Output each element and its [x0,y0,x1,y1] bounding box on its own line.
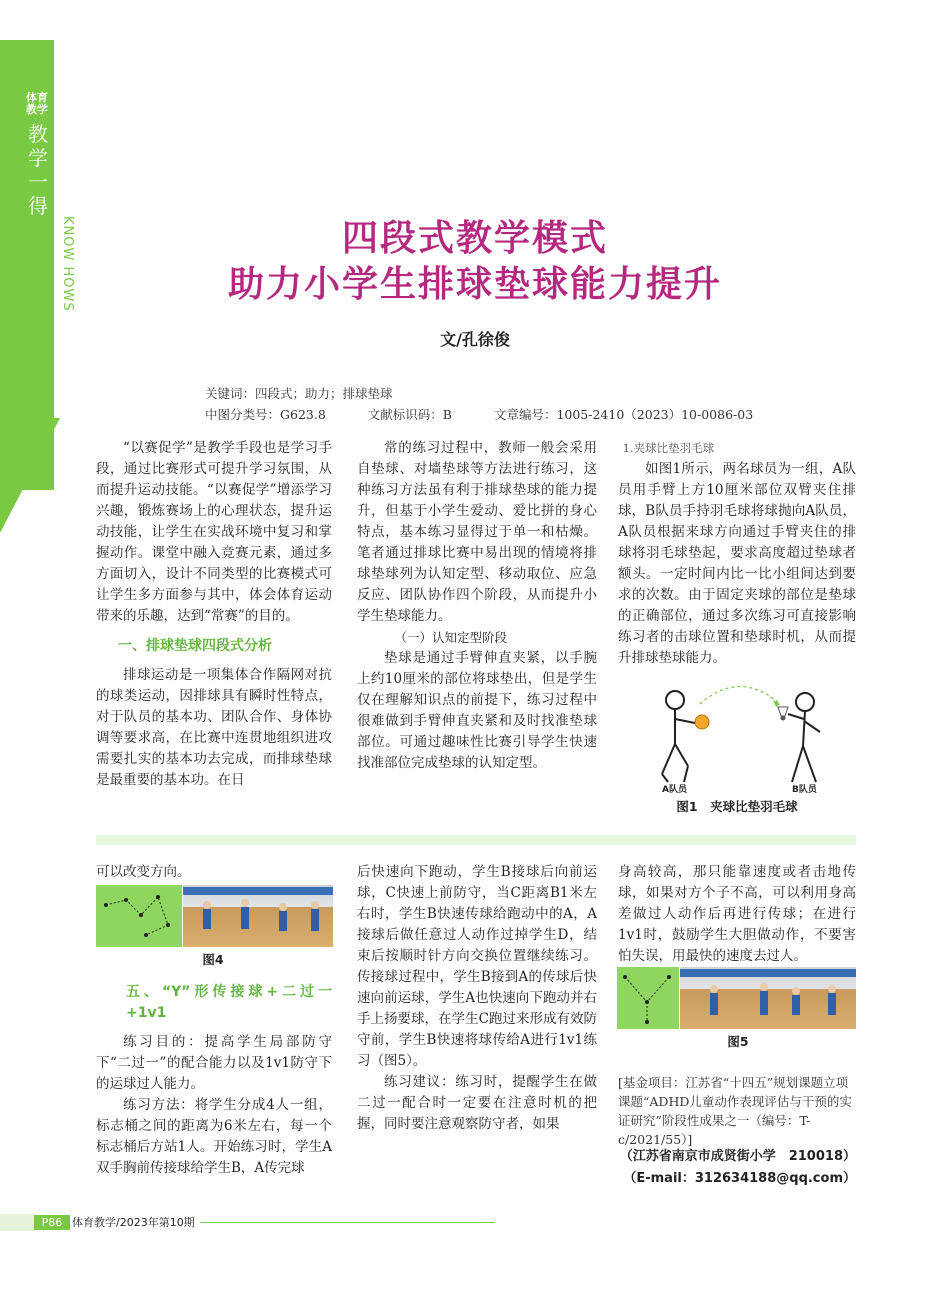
label-player-b: B队员 [792,785,817,794]
paragraph: “以赛促学”是教学手段也是学习手段，通过比赛形式可提升学习氛围，从而提升运动技能。“以赛促学”增添学习兴趣，锻炼赛场上的心理状态，提升运动技能，让学生在实战环境中复习和掌握动作。课堂中融入竞赛元素，通过多方面切入，设计不同类型的比赛模式可让学生多方面参与其中，体会体育运动带来的乐趣，达到“常赛”的目的。 [96,440,332,624]
trajectory-arc [700,687,780,705]
subsection-heading: 1.夹球比垫羽毛球 [622,441,715,455]
paragraph: 练习方法：将学生分成4人一组，标志桶之间的距离为6米左右，每一个标志桶后方站1人。开始练习时，学生A双手胸前传接球给学生B，A传完球 [96,1097,332,1176]
player-b-figure [788,693,820,782]
player-a-figure [662,691,700,782]
paragraph: 垫球是通过手臂伸直夹紧，以手腕上约10厘米的部位将球垫出，但是学生仅在理解知识点的前提下，练习过程中很难做到手臂伸直夹紧和及时找准垫球部位。可通过趣味性比赛引导学生快速找准部位完成垫球的认知定型。 [357,650,597,771]
page-number: P86 [34,1215,70,1230]
figure-4-caption: 图4 [202,952,224,967]
paragraph: 身高较高，那只能靠速度或者击地传球，如果对方个子不高，可以利用身高差做过人动作后再进行传球；在进行1v1时，鼓励学生大胆做动作，不要害怕失误，用最快的速度去过人。 [618,864,856,964]
figure-4-diagram [96,885,182,947]
email: （E-mail：312634188@qq.com） [623,1171,856,1186]
section-heading: 一、排球垫球四段式分析 [118,638,272,654]
figure-5-diagram [617,967,679,1029]
figure-4-photo [183,885,333,947]
article-number: 文章编号：1005-2410（2023）10-0086-03 [493,407,754,422]
divider-stripe [96,835,856,845]
bottom-column-2 [357,862,597,1135]
bottom-column-3 [618,862,856,967]
article-title-line1: 四段式教学模式 [341,218,608,259]
subsection-heading: （一）认知定型阶段 [394,630,508,645]
paragraph: 练习建议：练习时，提醒学生在做二过一配合时一定要在注意时机的把握，同时要注意观察防守者，如果 [357,1074,597,1132]
column-3 [618,438,856,669]
figure-1-illustration [640,674,840,794]
paragraph: 后快速向下跑动，学生B接球后向前运球，C快速上前防守，当C距离B1米左右时，学生B快速传球给跑动中的A，A接球后做任意过人动作过掉学生D，结束后按顺时针方向交换位置继续练习。传接球过程中，学生B接到A的传球后快速向前运球，学生A也快速向下跑动并右手上扬要球，在学生C跑过来形成有效防守前，学生B快速将球传给A进行1v1练习（图5）。 [357,864,597,1069]
funding-note: [基金项目：江苏省“十四五”规划课题立项课题“ADHD儿童动作表现评估与干预的实证研究”阶段性成果之一（编号：T-c/2021/55）] [618,1075,852,1147]
paragraph: 常的练习过程中，教师一般会采用自垫球、对墙垫球等方法进行练习，这种练习方法虽有利于排球垫球的能力提升，但基于小学生爱动、爱比拼的身心特点，基本练习显得过于单一和枯燥。笔者通过排球比赛中易出现的情境将排球垫球列为认知定型、移动取位、应急反应、团队协作四个阶段，从而提升小学生垫球能力。 [357,440,597,624]
paragraph: 如图1所示，两名球员为一组，A队员用手臂上方10厘米部位双臂夹住排球，B队员手持羽毛球将球抛向A队员，A队员根据来球方向通过手臂夹住的排球将羽毛球垫起，要求高度超过垫球者额头。一定时间内比一比小组间达到要求的次数。由于固定夹球的部位是垫球的正确部位，通过多次练习可直接影响练习者的击球位置和垫球时机，从而提升排球垫球能力。 [618,461,856,666]
section-label-small: 体育教学 [26,91,48,116]
paragraph: 可以改变方向。 [96,864,191,880]
figure-1-caption: 图1 夹球比垫羽毛球 [676,799,798,814]
column-1 [96,438,332,791]
section-heading: 五、“Y”形传接球+二过一+1v1 [126,984,332,1021]
footer-band [0,1214,34,1231]
keywords: 关键词：四段式；助力；排球垫球 [205,386,393,401]
affiliation: （江苏省南京市成贤街小学 210018） [619,1149,856,1164]
article-title-line2: 助力小学生排球垫球能力提升 [227,264,722,305]
section-label-big: 教学一得 [28,122,48,218]
figure-5-caption: 图5 [727,1034,749,1049]
label-player-a: A队员 [662,785,687,794]
paragraph: 练习目的：提高学生局部防守下“二过一”的配合能力以及1v1防守下的运球过人能力。 [96,1034,332,1092]
bottom-column-1-text [96,982,332,1179]
volleyball-icon [695,715,709,729]
figure-5-photo [680,967,856,1029]
shuttlecock-icon [778,707,788,721]
paragraph: 排球运动是一项集体合作隔网对抗的球类运动，因排球具有瞬时性特点，对于队员的基本功、团队合作、身体协调等要求高，在比赛中连贯地组织进攻需要扎实的基本功去完成，而排球垫球是最重要的基本功。在日 [96,667,332,788]
doc-code: 文献标识码：B [367,407,452,422]
journal-issue: 体育教学/2023年第10期 [72,1216,195,1229]
section-corner [0,418,60,533]
footer-rule [200,1222,495,1223]
author: 文/孔徐俊 [440,330,510,349]
clc-number: 中图分类号：G623.8 [205,407,326,422]
section-label-en: KNOW HOWS [60,216,75,312]
affiliation-block [618,1146,856,1190]
meta-line [205,405,791,423]
bottom-column-1 [96,862,332,883]
column-2 [357,438,597,774]
